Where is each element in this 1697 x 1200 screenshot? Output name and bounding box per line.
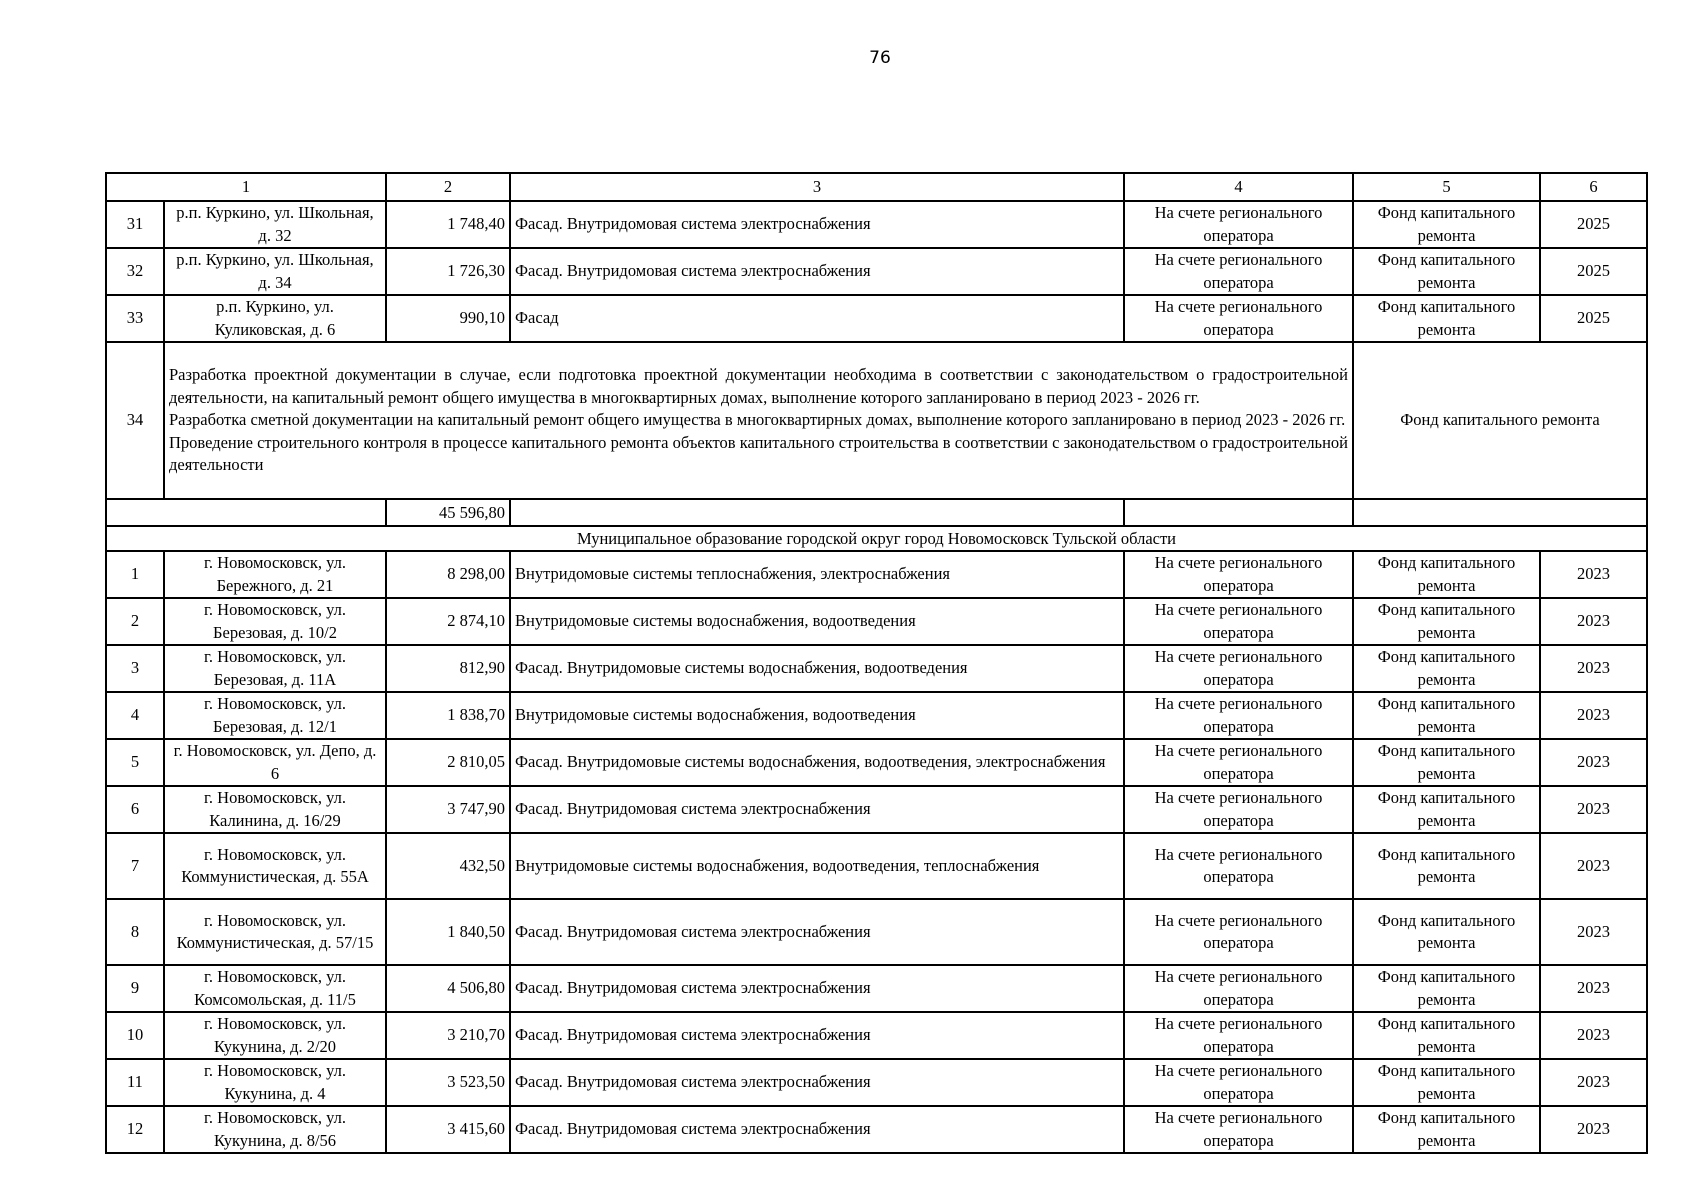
area-cell: 8 298,00 [386, 551, 510, 598]
empty-cell [1353, 499, 1647, 526]
area-cell: 3 523,50 [386, 1059, 510, 1106]
row-number-cell: 31 [106, 201, 164, 248]
works-cell: Внутридомовые системы водоснабжения, водоотведения [510, 692, 1124, 739]
account-cell: На счете регионального оператора [1124, 201, 1353, 248]
works-cell: Фасад. Внутридомовые системы водоснабжения, водоотведения, электроснабжения [510, 739, 1124, 786]
account-cell: На счете регионального оператора [1124, 645, 1353, 692]
works-paragraph: Проведение строительного контроля в процессе капитального ремонта объектов капитального строительства в соответствии с законодательством о градостроительной деятельности [169, 432, 1348, 475]
row-number-cell: 10 [106, 1012, 164, 1059]
account-cell: На счете регионального оператора [1124, 1012, 1353, 1059]
column-number-header-row [106, 173, 1647, 201]
source-cell: Фонд капитального ремонта [1353, 1012, 1540, 1059]
works-cell: Фасад. Внутридомовые системы водоснабжения, водоотведения [510, 645, 1124, 692]
table-row [106, 1106, 1647, 1153]
row-number-cell: 2 [106, 598, 164, 645]
account-cell: На счете регионального оператора [1124, 551, 1353, 598]
works-cell: Фасад. Внутридомовая система электроснабжения [510, 201, 1124, 248]
header-cell-6: 6 [1540, 173, 1647, 201]
source-cell: Фонд капитального ремонта [1353, 598, 1540, 645]
table-row [106, 1059, 1647, 1106]
area-cell: 2 810,05 [386, 739, 510, 786]
account-cell: На счете регионального оператора [1124, 739, 1353, 786]
address-cell: г. Новомосковск, ул. Кукунина, д. 4 [164, 1059, 386, 1106]
area-cell: 432,50 [386, 833, 510, 899]
address-cell: г. Новомосковск, ул. Березовая, д. 12/1 [164, 692, 386, 739]
area-cell: 2 874,10 [386, 598, 510, 645]
address-cell: р.п. Куркино, ул. Школьная, д. 34 [164, 248, 386, 295]
capital-repair-table [105, 172, 1648, 1154]
address-cell: г. Новомосковск, ул. Калинина, д. 16/29 [164, 786, 386, 833]
row-number-cell: 11 [106, 1059, 164, 1106]
area-cell: 1 726,30 [386, 248, 510, 295]
address-cell: г. Новомосковск, ул. Коммунистическая, д. 55А [164, 833, 386, 899]
year-cell: 2025 [1540, 248, 1647, 295]
area-cell: 1 748,40 [386, 201, 510, 248]
table-row [106, 1012, 1647, 1059]
total-area-cell: 45 596,80 [386, 499, 510, 526]
account-cell: На счете регионального оператора [1124, 295, 1353, 342]
works-cell: Фасад [510, 295, 1124, 342]
table-row [106, 965, 1647, 1012]
area-cell: 3 210,70 [386, 1012, 510, 1059]
table-row [106, 739, 1647, 786]
year-cell: 2023 [1540, 692, 1647, 739]
works-cell: Фасад. Внутридомовая система электроснабжения [510, 899, 1124, 965]
table-row [106, 201, 1647, 248]
row-number-cell: 7 [106, 833, 164, 899]
account-cell: На счете регионального оператора [1124, 1059, 1353, 1106]
year-cell: 2023 [1540, 1012, 1647, 1059]
header-cell-2: 2 [386, 173, 510, 201]
works-cell: Фасад. Внутридомовая система электроснабжения [510, 248, 1124, 295]
area-cell: 812,90 [386, 645, 510, 692]
works-cell: Внутридомовые системы водоснабжения, водоотведения [510, 598, 1124, 645]
table-row [106, 786, 1647, 833]
address-cell: г. Новомосковск, ул. Березовая, д. 10/2 [164, 598, 386, 645]
works-cell: Фасад. Внутридомовая система электроснабжения [510, 1059, 1124, 1106]
year-cell: 2023 [1540, 551, 1647, 598]
year-cell: 2023 [1540, 833, 1647, 899]
source-cell: Фонд капитального ремонта [1353, 833, 1540, 899]
empty-cell [1124, 499, 1353, 526]
account-cell: На счете регионального оператора [1124, 833, 1353, 899]
row-number-cell: 33 [106, 295, 164, 342]
source-cell: Фонд капитального ремонта [1353, 1059, 1540, 1106]
municipality-row [106, 526, 1647, 551]
municipality-title: Муниципальное образование городской округ город Новомосковск Тульской области [106, 526, 1647, 551]
source-cell: Фонд капитального ремонта [1353, 786, 1540, 833]
row-number-cell: 5 [106, 739, 164, 786]
header-cell-5: 5 [1353, 173, 1540, 201]
year-cell: 2023 [1540, 1106, 1647, 1153]
address-cell: г. Новомосковск, ул. Березовая, д. 11А [164, 645, 386, 692]
source-cell: Фонд капитального ремонта [1353, 248, 1540, 295]
year-cell: 2023 [1540, 739, 1647, 786]
table-row-34 [106, 342, 1647, 499]
account-cell: На счете регионального оператора [1124, 1106, 1353, 1153]
source-cell: Фонд капитального ремонта [1353, 692, 1540, 739]
account-cell: На счете регионального оператора [1124, 786, 1353, 833]
page-number: 76 [869, 48, 891, 68]
area-cell: 990,10 [386, 295, 510, 342]
account-cell: На счете регионального оператора [1124, 692, 1353, 739]
account-cell: На счете регионального оператора [1124, 965, 1353, 1012]
table-row [106, 692, 1647, 739]
works-cell: Внутридомовые системы водоснабжения, водоотведения, теплоснабжения [510, 833, 1124, 899]
year-cell: 2025 [1540, 295, 1647, 342]
source-cell: Фонд капитального ремонта [1353, 965, 1540, 1012]
source-cell: Фонд капитального ремонта [1353, 645, 1540, 692]
source-cell: Фонд капитального ремонта [1353, 551, 1540, 598]
empty-cell [510, 499, 1124, 526]
year-cell: 2023 [1540, 899, 1647, 965]
address-cell: р.п. Куркино, ул. Куликовская, д. 6 [164, 295, 386, 342]
row-number-cell: 32 [106, 248, 164, 295]
year-cell: 2023 [1540, 965, 1647, 1012]
table-row [106, 833, 1647, 899]
source-cell: Фонд капитального ремонта [1353, 201, 1540, 248]
row-number-cell: 1 [106, 551, 164, 598]
area-cell: 1 840,50 [386, 899, 510, 965]
address-cell: р.п. Куркино, ул. Школьная, д. 32 [164, 201, 386, 248]
source-cell: Фонд капитального ремонта [1353, 739, 1540, 786]
year-cell: 2025 [1540, 201, 1647, 248]
row-number-cell: 12 [106, 1106, 164, 1153]
works-cell: Фасад. Внутридомовая система электроснабжения [510, 1106, 1124, 1153]
address-cell: г. Новомосковск, ул. Депо, д. 6 [164, 739, 386, 786]
works-cell: Внутридомовые системы теплоснабжения, электроснабжения [510, 551, 1124, 598]
table-row [106, 899, 1647, 965]
area-cell: 3 415,60 [386, 1106, 510, 1153]
header-cell-4: 4 [1124, 173, 1353, 201]
table-row [106, 248, 1647, 295]
empty-cell [106, 499, 386, 526]
area-cell: 1 838,70 [386, 692, 510, 739]
year-cell: 2023 [1540, 786, 1647, 833]
header-cell-3: 3 [510, 173, 1124, 201]
works-description-cell [164, 342, 1353, 499]
works-paragraph: Разработка проектной документации в случае, если подготовка проектной документации необходима в соответствии с законодательством о градостроительной деятельности, на капитальный ремонт общего имущества в многоквартирных домах, выполнение которого запланировано в период 2023 - 2026 гг. [169, 365, 1348, 407]
address-cell: г. Новомосковск, ул. Коммунистическая, д. 57/15 [164, 899, 386, 965]
source-cell: Фонд капитального ремонта [1353, 899, 1540, 965]
source-cell: Фонд капитального ремонта [1353, 1106, 1540, 1153]
source-cell: Фонд капитального ремонта [1353, 295, 1540, 342]
row-number-cell: 9 [106, 965, 164, 1012]
works-cell: Фасад. Внутридомовая система электроснабжения [510, 786, 1124, 833]
address-cell: г. Новомосковск, ул. Кукунина, д. 2/20 [164, 1012, 386, 1059]
table-row [106, 598, 1647, 645]
works-cell: Фасад. Внутридомовая система электроснабжения [510, 965, 1124, 1012]
address-cell: г. Новомосковск, ул. Кукунина, д. 8/56 [164, 1106, 386, 1153]
account-cell: На счете регионального оператора [1124, 248, 1353, 295]
table-row [106, 645, 1647, 692]
year-cell: 2023 [1540, 598, 1647, 645]
year-cell: 2023 [1540, 645, 1647, 692]
row-number-cell: 3 [106, 645, 164, 692]
table-row [106, 551, 1647, 598]
row-number-cell: 8 [106, 899, 164, 965]
works-paragraph: Разработка сметной документации на капитальный ремонт общего имущества в многоквартирных домах, выполнение которого запланировано в период 2023 - 2026 гг. [169, 410, 1346, 430]
area-cell: 3 747,90 [386, 786, 510, 833]
total-row [106, 499, 1647, 526]
row-number-cell: 34 [106, 342, 164, 499]
area-cell: 4 506,80 [386, 965, 510, 1012]
row-number-cell: 6 [106, 786, 164, 833]
table-row [106, 295, 1647, 342]
account-cell: На счете регионального оператора [1124, 598, 1353, 645]
address-cell: г. Новомосковск, ул. Комсомольская, д. 11/5 [164, 965, 386, 1012]
header-cell-1: 1 [106, 173, 386, 201]
row-number-cell: 4 [106, 692, 164, 739]
address-cell: г. Новомосковск, ул. Бережного, д. 21 [164, 551, 386, 598]
source-cell: Фонд капитального ремонта [1353, 342, 1647, 499]
year-cell: 2023 [1540, 1059, 1647, 1106]
works-cell: Фасад. Внутридомовая система электроснабжения [510, 1012, 1124, 1059]
account-cell: На счете регионального оператора [1124, 899, 1353, 965]
